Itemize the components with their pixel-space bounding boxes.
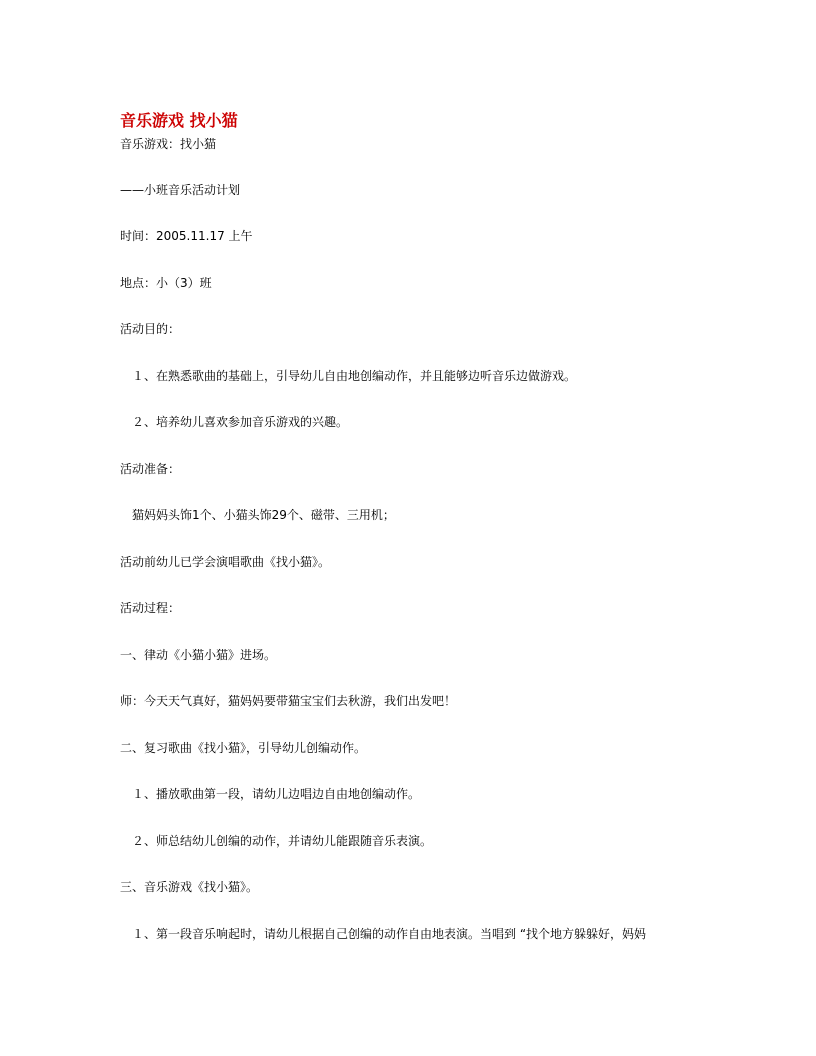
process-step-2: 二、复习歌曲《找小猫》，引导幼儿创编动作。 <box>120 741 367 755</box>
time-line: 时间：2005.11.17 上午 <box>120 229 253 243</box>
process-step-2-item-2: ２、师总结幼儿创编的动作，并请幼儿能跟随音乐表演。 <box>120 834 433 848</box>
process-step-3-item-1: １、第一段音乐响起时，请幼儿根据自己创编的动作自由地表演。当唱到 “找个地方躲躲好，妈妈 <box>120 927 647 941</box>
plan-subtitle: ——小班音乐活动计划 <box>120 183 241 197</box>
location-line: 地点：小（3）班 <box>120 276 212 290</box>
process-step-2-item-1: １、播放歌曲第一段，请幼儿边唱边自由地创编动作。 <box>120 787 421 801</box>
goal-item-2: ２、培养幼儿喜欢参加音乐游戏的兴趣。 <box>120 415 349 429</box>
process-step-1: 一、律动《小猫小猫》进场。 <box>120 648 277 662</box>
preparation-item-2: 活动前幼儿已学会演唱歌曲《找小猫》。 <box>120 555 331 569</box>
preparation-item-1: 猫妈妈头饰1个、小猫头饰29个、磁带、三用机； <box>120 508 395 522</box>
teacher-line: 师：今天天气真好，猫妈妈要带猫宝宝们去秋游，我们出发吧！ <box>120 694 457 708</box>
section-heading-goals: 活动目的： <box>120 322 181 336</box>
goal-item-1: １、在熟悉歌曲的基础上，引导幼儿自由地创编动作，并且能够边听音乐边做游戏。 <box>120 369 577 383</box>
document-page <box>120 110 720 941</box>
subtitle-line: 音乐游戏：找小猫 <box>120 137 217 151</box>
section-heading-preparation: 活动准备： <box>120 462 181 476</box>
document-title: 音乐游戏 找小猫 <box>120 111 238 130</box>
process-step-3: 三、音乐游戏《找小猫》。 <box>120 880 259 894</box>
section-heading-process: 活动过程： <box>120 601 181 615</box>
